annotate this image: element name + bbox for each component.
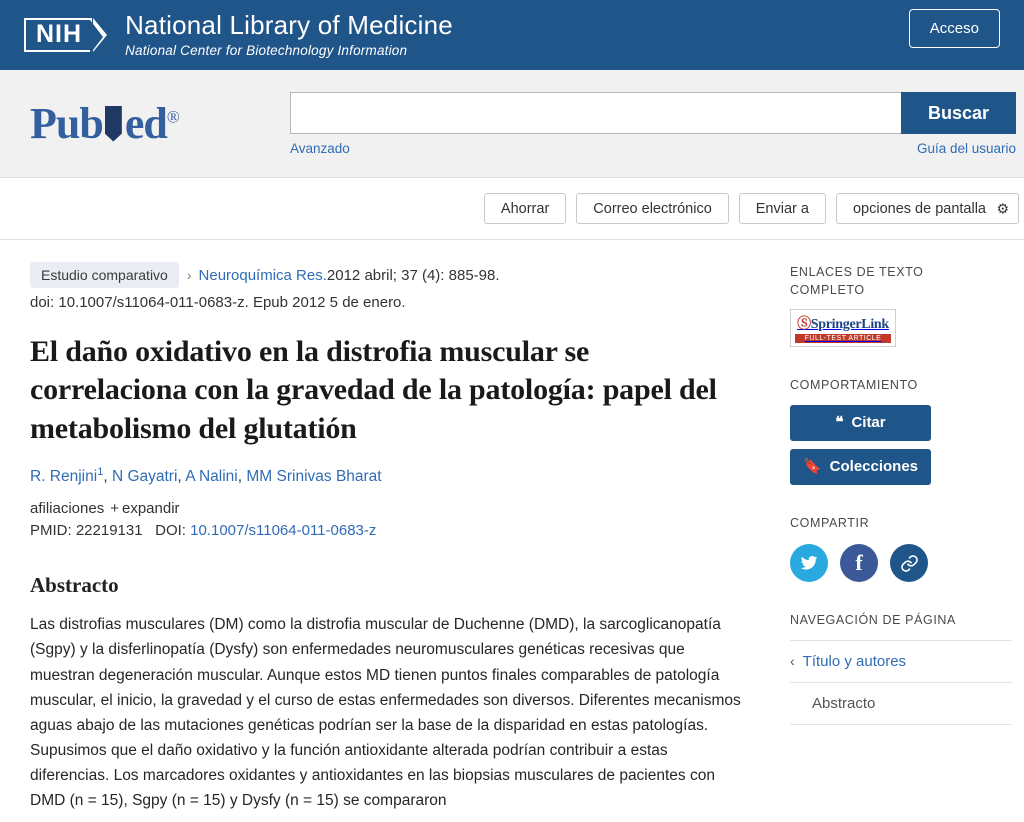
pubmed-logo-post: ed [124,98,167,148]
save-button[interactable]: Ahorrar [484,193,566,224]
chevron-left-icon: ‹ [790,653,795,669]
pubmed-logo-pre: Pub [30,98,103,148]
quote-icon: ❝ [835,415,844,431]
nav-item-label: Título y autores [802,652,907,670]
nih-title-block [125,12,453,57]
send-to-button[interactable]: Enviar a [739,193,826,224]
pubmed-search-header [0,70,1024,178]
author-link[interactable]: MM Srinivas Bharat [246,468,382,486]
doi-label: DOI: [155,522,186,540]
pmid-value: 22219131 [75,522,143,540]
author-link[interactable]: R. Renjini [30,468,98,486]
springerlink-button[interactable] [790,309,896,347]
user-guide-link[interactable]: Guía del usuario [916,141,1016,156]
abstract-text: Las distrofias musculares (DM) como la distrofia muscular de Duchenne (DMD), la sarcoglicanopatía (Sgpy) y la disferlinopatía (Dysfy) son enfermedades neuromusculares genéticas recesivas que muestran degeneración muscular. Aunque estos MD tienen puntos finales comparables de patología muscular, el inicio, la gravedad y el curso de estas enfermedades son diversos. Diferentes mecanismos aguas abajo de las mutaciones genéticas podrían ser la base de la disparidad en estas patologías. Supusimos que el daño oxidativo y la función antioxidante alterada podrían contribuir a estas diferencias. Los marcadores oxidantes y antioxidantes en las biopsias musculares de pacientes con DMD (n = 15), Sgpy (n = 15) y Dysfy (n = 15) se compararon [30,616,741,810]
email-button[interactable]: Correo electrónico [576,193,728,224]
nav-item-title-authors[interactable] [790,640,1012,683]
author-affiliation-marker[interactable]: 1 [97,466,104,479]
citation-line [30,262,750,288]
pmid-label: PMID: [30,522,72,540]
share-section [790,515,1012,583]
registered-mark: ® [166,106,179,126]
search-input[interactable] [290,92,901,134]
page-nav-heading: NAVEGACIÓN DE PÁGINA [790,613,956,627]
fulltext-heading-line2: COMPLETO [790,282,865,297]
page-navigation-section [790,612,1012,725]
search-row [290,92,1016,134]
journal-link[interactable]: Neuroquímica Res. [198,266,327,284]
facebook-icon[interactable]: f [840,544,878,582]
pubmed-wordmark [30,98,179,149]
pubmed-logo[interactable] [0,92,290,154]
springerlink-sublabel: FULL-TEST ARTICLE [795,334,891,343]
author-link[interactable]: A Nalini [185,468,238,486]
doi-epub-line: doi: 10.1007/s11064-011-0683-z. Epub 2012 5 de enero. [30,294,406,311]
author-link[interactable]: N Gayatri [111,468,178,486]
twitter-icon[interactable] [790,544,828,582]
login-button[interactable]: Acceso [909,9,1000,48]
citation-details: 2012 abril; 37 (4): 885-98. [326,266,500,284]
page-content [0,240,1024,813]
nav-item-label: Abstracto [812,694,876,712]
collections-label: Colecciones [829,458,919,475]
springerlink-name: ⓈSpringerLink [797,317,889,332]
share-heading: COMPARTIR [790,515,870,530]
abstract-heading: Abstracto [30,573,119,598]
advanced-search-link[interactable]: Avanzado [290,141,350,156]
nih-header [0,0,1024,70]
expand-label: expandir [121,500,180,518]
search-sublinks [290,141,1016,156]
article-column [0,240,790,813]
nih-logo[interactable] [24,18,107,52]
gear-icon: ⚙ [996,200,1009,216]
display-options-label: opciones de pantalla [852,200,986,217]
cite-label: Citar [851,414,886,431]
cite-button[interactable] [790,405,931,441]
fulltext-heading-line1: ENLACES DE TEXTO [790,265,924,279]
publication-type-badge: Estudio comparativo [30,262,179,288]
article-actions-toolbar [0,178,1024,240]
display-options-button[interactable] [836,193,1019,224]
actions-section [790,377,1012,485]
share-icons [790,544,1012,582]
search-button[interactable]: Buscar [901,92,1016,134]
affiliations-toggle[interactable] [30,500,750,517]
collections-button[interactable] [790,449,931,485]
page-title: El daño oxidativo en la distrofia muscular se correlaciona con la gravedad de la patología: papel del metabolismo del glutatión [30,335,717,445]
doi-link[interactable]: 10.1007/s11064-011-0683-z [190,522,377,540]
nav-item-abstract[interactable] [790,683,1012,725]
author-list: R. Renjini$^1$, N Gayatri, A Nalini, MM Srinivas Bharat [30,466,382,486]
nih-title: National Library of Medicine [125,10,453,41]
link-icon[interactable] [890,544,928,582]
fulltext-links-heading [790,264,1012,299]
plus-icon: + [110,500,119,518]
sidebar-column [790,240,1024,813]
springerlink-label: SpringerLink [810,317,889,332]
nih-subtitle: National Center for Biotechnology Information [125,42,408,58]
actions-heading: COMPORTAMIENTO [790,378,918,392]
chevron-right-icon: › [186,267,192,283]
identifiers-line [30,522,750,539]
nih-badge-text: NIH [24,18,92,52]
search-area [290,92,1024,156]
bookmark-icon: 🔖 [802,459,822,475]
affiliations-label: afiliaciones [30,500,105,518]
